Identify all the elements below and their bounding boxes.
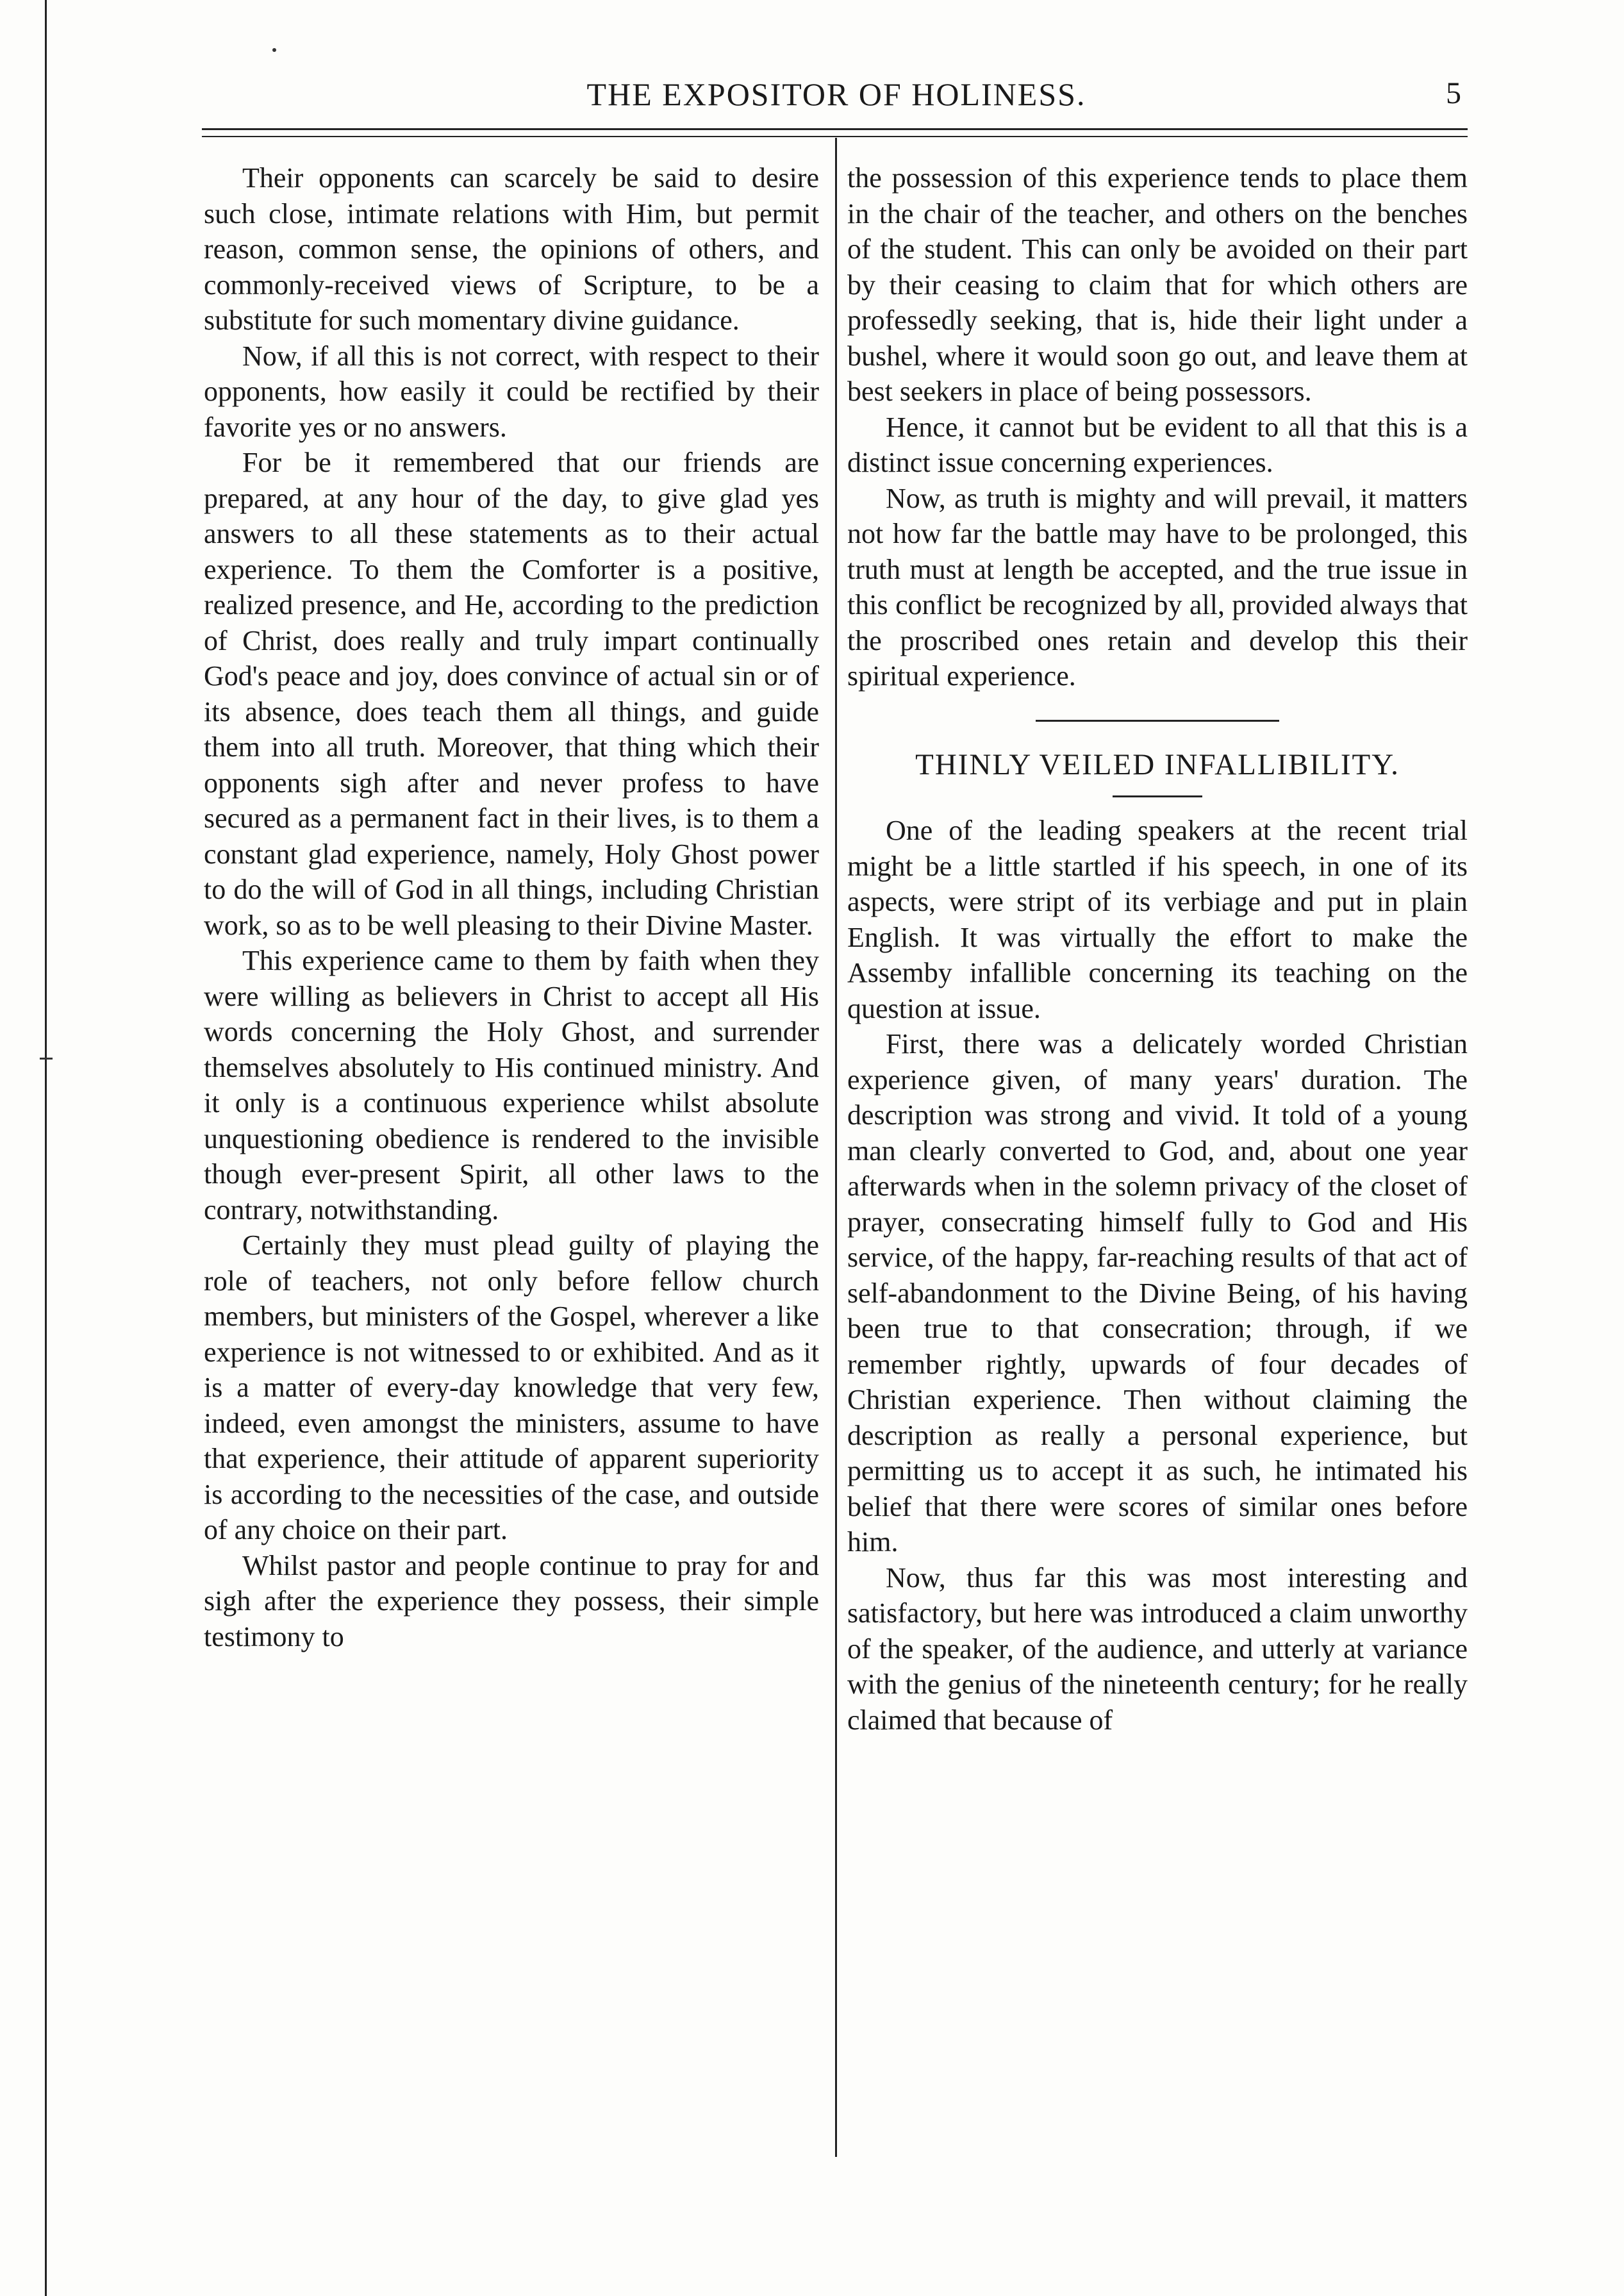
- article-heading: THINLY VEILED INFALLIBILITY.: [915, 747, 1400, 781]
- running-header: [211, 76, 1461, 121]
- paragraph: First, there was a delicately worded Christian experience given, of many years' duration. The description was strong and vivid. It told of a young man clearly converted to God, and, about one year afterwards when in the solemn privacy of the closet of prayer, consecrating himself fully to God and His service, of the happy, far-reaching results of that act of self-abandonment to the Divine Being, of his having been true to that consecration; through, if we remember rightly, upwards of four decades of Christian experience. Then without claiming the description as really a personal experience, but permitting us to accept it as such, he intimated his belief that there were scores of similar ones before him.: [847, 1028, 1468, 1558]
- journal-title: THE EXPOSITOR OF HOLINESS.: [586, 76, 1086, 112]
- header-rule-bottom: [202, 136, 1468, 137]
- paragraph: Now, as truth is mighty and will prevail, it matters not how far the battle may have to be prolonged, this truth must at length be accepted, and the true issue in this conflict be recognized by all, provided always that the proscribed ones retain and develop this their spiritual experience.: [847, 482, 1468, 692]
- paragraph: Their opponents can scarcely be said to desire such close, intimate relations with Him, but permit reason, common sense, the opinions of others, and commonly-received views of Scripture, to be a substitute for such momentary divine guidance.: [204, 162, 819, 336]
- paragraph: Now, thus far this was most interesting and satisfactory, but here was introduced a claim unworthy of the speaker, of the audience, and utterly at variance with the genius of the nineteenth century; for he really claimed that because of: [847, 1561, 1468, 1736]
- left-column: [204, 160, 819, 1654]
- margin-dot: [272, 48, 276, 52]
- paragraph: One of the leading speakers at the recent trial might be a little startled if his speech, in one of its aspects, were stript of its verbiage and put in plain English. It was virtually the effort to make the Assemby infallible concerning its teaching on the question at issue.: [847, 815, 1468, 1024]
- page-number: 5: [1446, 76, 1461, 110]
- section-divider: [1036, 720, 1279, 722]
- paragraph: Hence, it cannot but be evident to all that this is a distinct issue concerning experiences.: [847, 411, 1468, 478]
- paragraph: the possession of this experience tends to place them in the chair of the teacher, and others on the benches of the student. This can only be avoided on their part by their ceasing to claim that for which others are professedly seeking, that is, hide their light under a bushel, where it would soon go out, and leave them at best seekers in place of being possessors.: [847, 162, 1468, 407]
- paragraph: Whilst pastor and people continue to pray for and sigh after the experience they possess, their simple testimony to: [204, 1549, 819, 1652]
- margin-tick: [40, 1058, 53, 1060]
- paragraph: For be it remembered that our friends are prepared, at any hour of the day, to give glad yes answers to all these statements as to their actual experience. To them the Comforter is a positive, realized presence, and He, according to the prediction of Christ, does really and truly impart continually God's peace and joy, does convince of actual sin or of its absence, does teach them all things, and guide them into all truth. Moreover, that thing which their opponents sigh after and never profess to have secured as a permanent fact in their lives, is to them a constant glad experience, namely, Holy Ghost power to do the will of God in all things, including Christian work, so as to be well pleasing to their Divine Master.: [204, 447, 819, 941]
- column-divider: [835, 138, 837, 2157]
- paragraph: Now, if all this is not correct, with respect to their opponents, how easily it could be rectified by their favorite yes or no answers.: [204, 340, 819, 443]
- page-left-border: [45, 0, 47, 2296]
- heading-underline: [1113, 795, 1202, 797]
- paragraph: Certainly they must plead guilty of playing the role of teachers, not only before fellow church members, but ministers of the Gospel, wherever a like experience is not witnessed to or exhibited. And as it is a matter of every-day knowledge that very few, indeed, even amongst the ministers, assume to have that experience, their attitude of apparent superiority is according to the necessities of the case, and outside of any choice on their part.: [204, 1229, 819, 1545]
- paragraph: This experience came to them by faith when they were willing as believers in Christ to accept all His words concerning the Holy Ghost, and surrender themselves absolutely to His continued ministry. And it only is a continuous experience whilst absolute unquestioning obedience is rendered to the invisible though ever-present Spirit, all other laws to the contrary, notwithstanding.: [204, 945, 819, 1226]
- header-rule-top: [202, 128, 1468, 130]
- right-column: [847, 160, 1468, 1738]
